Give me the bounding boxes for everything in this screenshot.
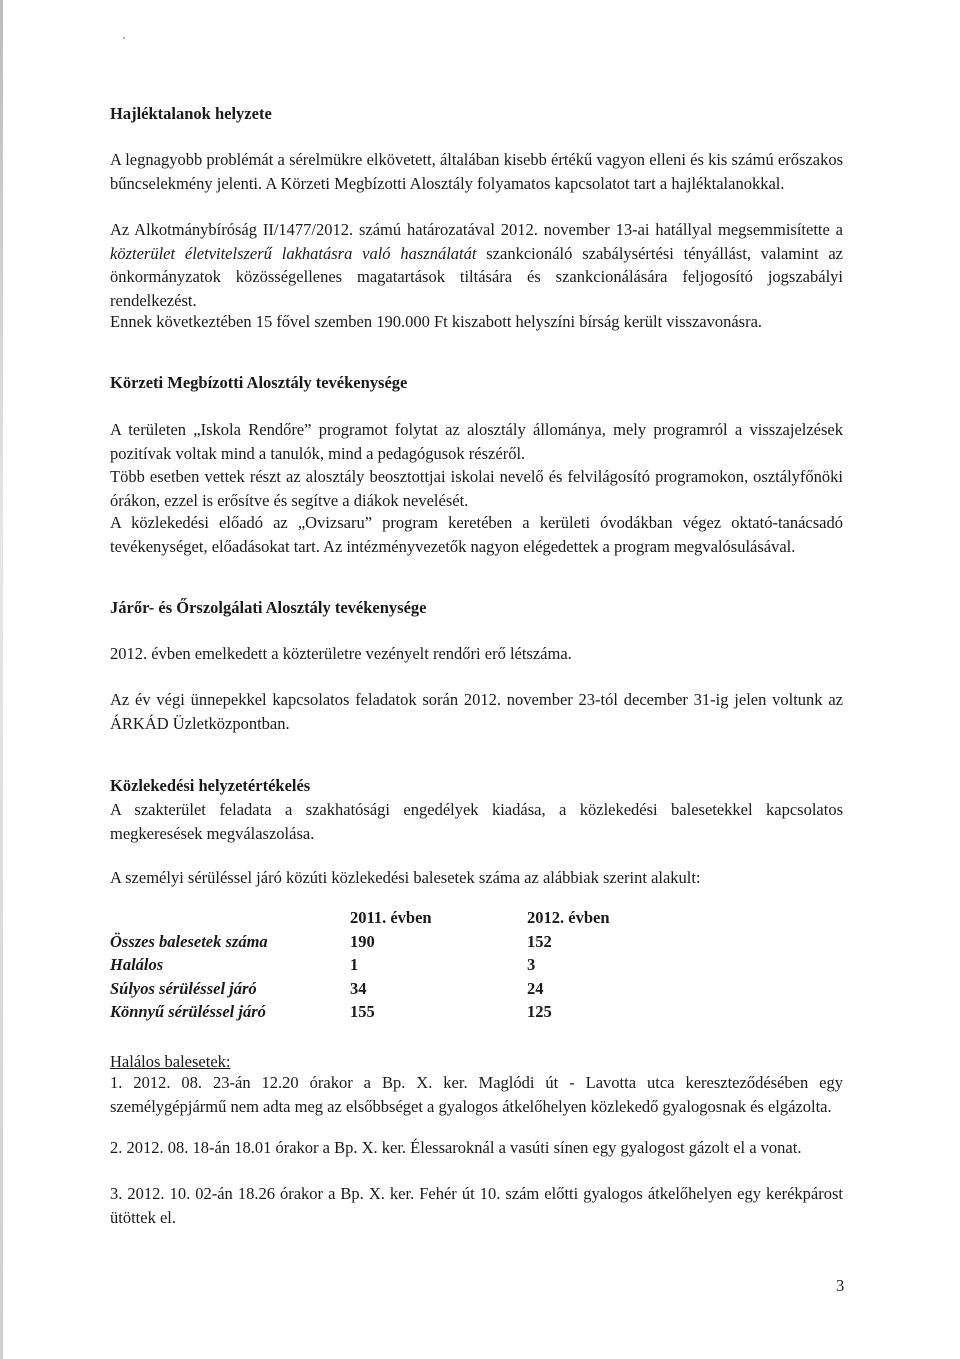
table-header-row (110, 908, 647, 932)
row-label: Könnyű sérüléssel járó (110, 1002, 266, 1021)
heading-hajlektalanok: Hajléktalanok helyzete (110, 104, 272, 123)
page-number: 3 (836, 1276, 845, 1295)
heading-jaror: Járőr- és Őrszolgálati Alosztály tevékenysége (110, 598, 427, 617)
scan-edge (0, 0, 3, 1359)
table-cell: 125 (527, 1002, 552, 1021)
para-hajlektalanok-2 (110, 218, 843, 312)
fatal-accident-3: 3. 2012. 10. 02-án 18.26 órakor a Bp. X. ker. Fehér út 10. szám előtti gyalogos átkelőhelyen egy kerékpárost ütöttek el. (110, 1184, 843, 1227)
para-korzeti-2: Több esetben vettek részt az alosztály beosztottjai iskolai nevelő és felvilágosító programokon, osztályfőnöki órákon, ezzel is erősítve és segítve a diákok nevelését. (110, 467, 843, 510)
para-2-after: szankcionáló szabálysértési tényállást, valamint az önkormányzatok közösségellenes magatartások tiltására és szankcionálására feljogosító jogszabályi rendelkezést. (110, 243, 843, 310)
para-jaror-1: 2012. évben emelkedett a közterületre vezényelt rendőri erő létszáma. (110, 644, 572, 663)
table-cell: 190 (350, 931, 375, 951)
para-2-before: Az Alkotmánybíróság II/1477/2012. számú határozatával 2012. november 13-ai hatállyal megsemmisítette a (110, 220, 843, 239)
para-korzeti-1: A területen „Iskola Rendőre” programot folytat az alosztály állománya, mely programról a visszajelzések pozitívak voltak mind a tanulók, mind a pedagógusok részéről. (110, 420, 843, 463)
table-header-cell (110, 908, 350, 932)
para-hajlektalanok-1: A legnagyobb problémát a sérelmükre elkövetett, általában kisebb értékű vagyon elleni és kis számú erőszakos bűncselekmény jelenti. A Körzeti Megbízotti Alosztály folyamatos kapcsolatot tart a hajléktalanokkal. (110, 150, 843, 193)
table-cell: 34 (350, 978, 367, 998)
accident-stats-table (110, 908, 647, 1026)
row-label: Súlyos sérüléssel járó (110, 978, 257, 998)
para-hajlektalanok-3: Ennek következtében 15 fővel szemben 190.000 Ft kiszabott helyszíni bírság került visszavonásra. (110, 312, 763, 331)
heading-kozlekedesi: Közlekedési helyzetértékelés (110, 776, 311, 795)
para-korzeti-3: A közlekedési előadó az „Ovizsaru” program keretében a kerületi óvodákban végez oktató-tanácsadó tevékenységet, előadásokat tart. Az intézményvezetők nagyon elégedettek a program megvalósulásával. (110, 513, 843, 556)
table-cell: 155 (350, 1002, 375, 1021)
para-kozlekedesi-1: A szakterület feladata a szakhatósági engedélyek kiadása, a közlekedési balesetekkel kapcsolatos megkeresések megválaszolása. (110, 800, 843, 843)
heading-korzeti: Körzeti Megbízotti Alosztály tevékenysége (110, 373, 408, 392)
row-label: Halálos (110, 955, 164, 974)
table-header-cell: 2012. évben (527, 908, 610, 927)
para-2-italic: közterület életvitelszerű lakhatásra való használatát (110, 243, 477, 263)
table-row (110, 955, 647, 979)
table-row (110, 1002, 647, 1026)
fatal-accident-2: 2. 2012. 08. 18-án 18.01 órakor a Bp. X. ker. Élessaroknál a vasúti sínen egy gyalogost gázolt el a vonat. (110, 1138, 802, 1157)
fatal-accidents-heading: Halálos balesetek: (110, 1052, 231, 1071)
table-row (110, 979, 647, 1003)
para-kozlekedesi-2: A személyi sérüléssel járó közúti közlekedési balesetek száma az alábbiak szerint alakult: (110, 868, 701, 887)
table-header-cell: 2011. évben (350, 908, 432, 927)
table-cell: 1 (350, 955, 359, 974)
table-cell: 152 (527, 931, 552, 951)
table-cell: 3 (527, 955, 536, 974)
row-label: Összes balesetek száma (110, 931, 268, 951)
para-jaror-2: Az év végi ünnepekkel kapcsolatos feladatok során 2012. november 23-tól december 31-ig jelen voltunk az ÁRKÁD Üzletközpontban. (110, 690, 843, 733)
scan-speck (123, 37, 125, 39)
fatal-heading-wrap (110, 1050, 843, 1074)
table-row (110, 932, 647, 956)
table-cell: 24 (527, 978, 544, 998)
fatal-accident-1: 1. 2012. 08. 23-án 12.20 órakor a Bp. X. ker. Maglódi út - Lavotta utca kereszteződésében egy személygépjármű nem adta meg az elsőbbséget a gyalogos átkelőhelyen közlekedő gyalogosnak és elgázolta. (110, 1073, 843, 1116)
